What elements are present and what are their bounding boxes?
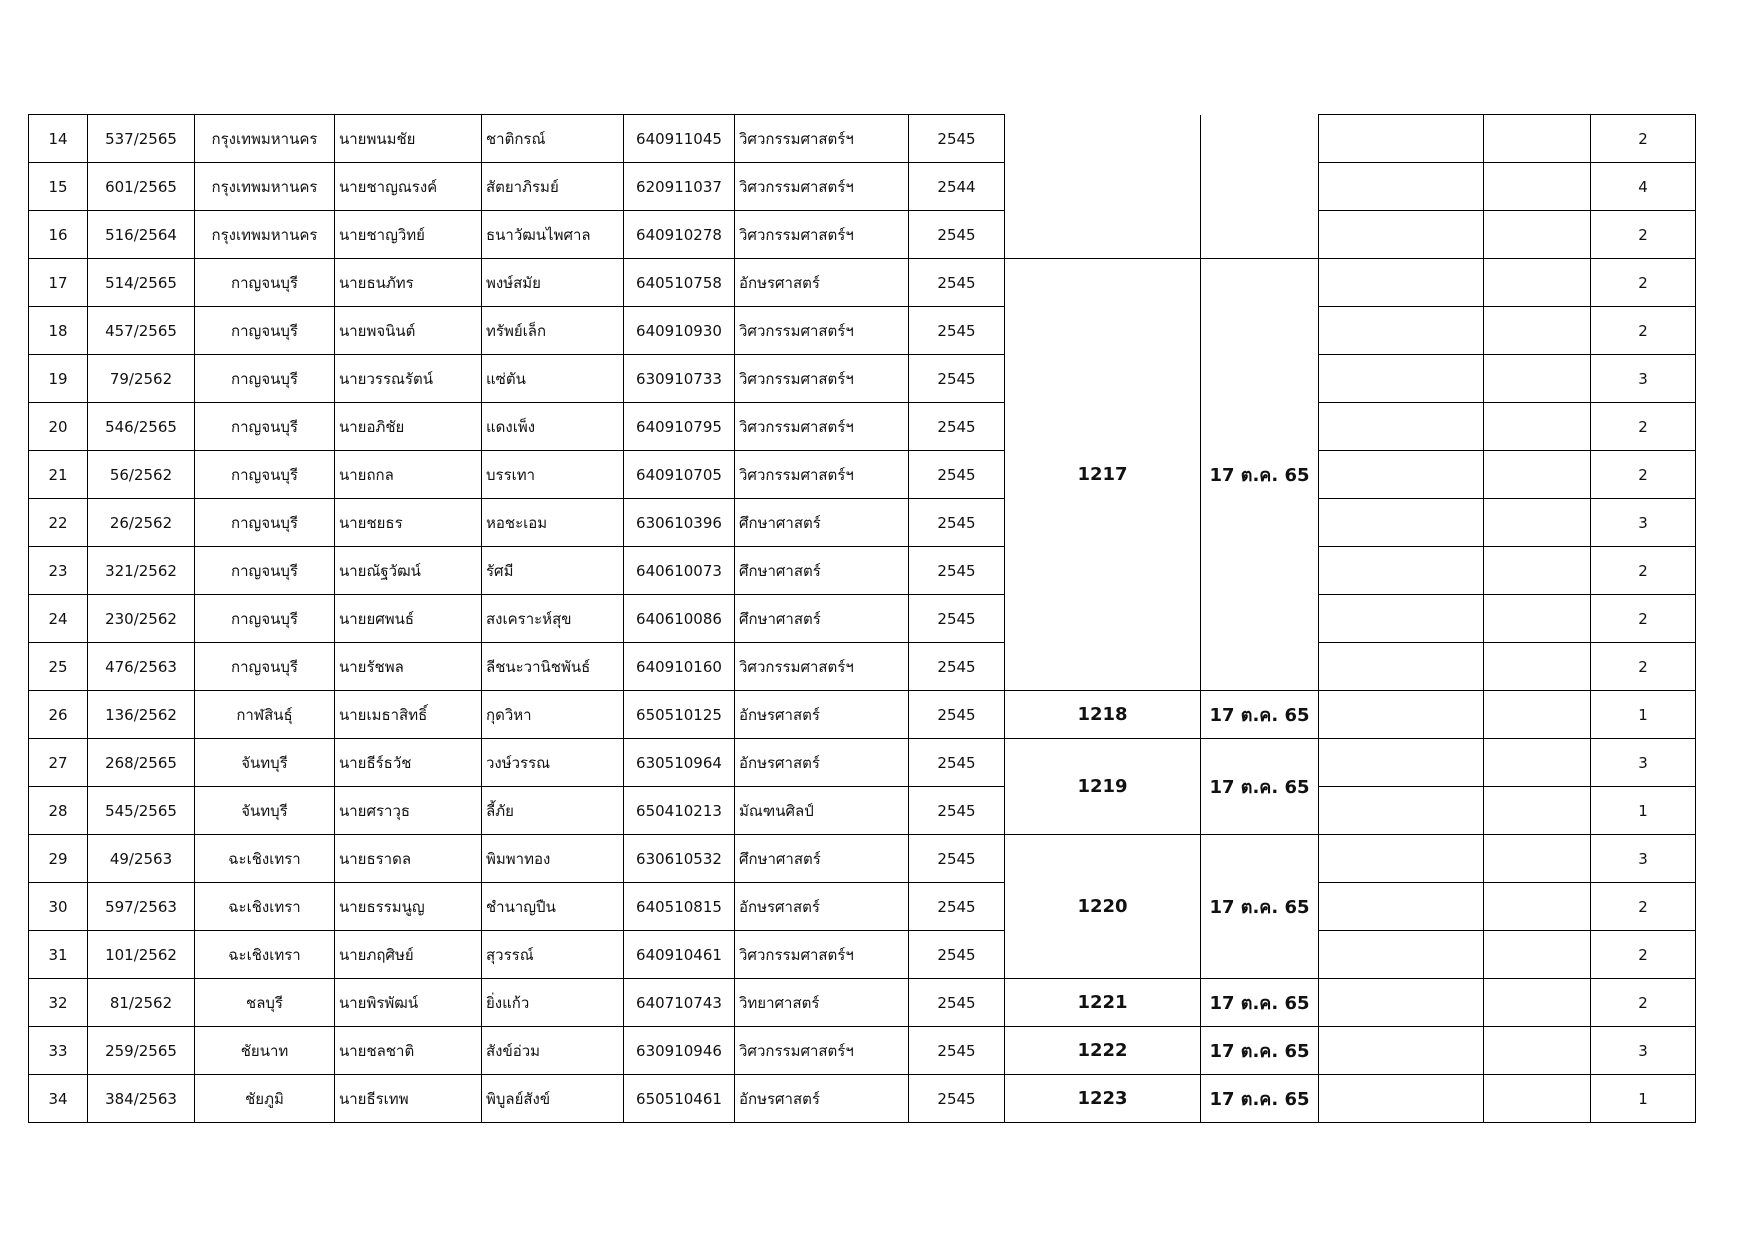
cell-ref: 56/2562 [88,451,195,499]
cell-province: ชัยภูมิ [195,1075,335,1123]
cell-student-id: 630610532 [624,835,735,883]
cell-blank-b [1484,163,1591,211]
cell-no: 25 [29,643,88,691]
cell-blank-b [1484,979,1591,1027]
cell-count: 2 [1591,883,1696,931]
table-row [29,1075,1696,1123]
cell-group-number: 1220 [1005,835,1201,979]
cell-ref: 537/2565 [88,115,195,163]
cell-last-name: ลีชนะวานิชพันธ์ [482,643,624,691]
cell-count: 2 [1591,115,1696,163]
cell-first-name: นายพิรพัฒน์ [335,979,482,1027]
cell-blank-a [1319,691,1484,739]
cell-birth-year: 2545 [909,835,1005,883]
cell-birth-year: 2545 [909,883,1005,931]
cell-blank-a [1319,643,1484,691]
cell-faculty: วิทยาศาสตร์ [735,979,909,1027]
cell-no: 23 [29,547,88,595]
cell-blank-a [1319,1075,1484,1123]
cell-blank-b [1484,499,1591,547]
cell-count: 2 [1591,259,1696,307]
cell-count: 2 [1591,403,1696,451]
cell-ref: 516/2564 [88,211,195,259]
cell-no: 34 [29,1075,88,1123]
cell-faculty: อักษรศาสตร์ [735,691,909,739]
cell-last-name: ลี้ภัย [482,787,624,835]
cell-ref: 268/2565 [88,739,195,787]
cell-first-name: นายธีร์ธวัช [335,739,482,787]
cell-group-date: 17 ต.ค. 65 [1201,835,1319,979]
cell-faculty: ศึกษาศาสตร์ [735,547,909,595]
cell-last-name: แซ่ตัน [482,355,624,403]
cell-ref: 384/2563 [88,1075,195,1123]
cell-province: กรุงเทพมหานคร [195,211,335,259]
cell-student-id: 640910795 [624,403,735,451]
cell-blank-b [1484,211,1591,259]
cell-no: 19 [29,355,88,403]
cell-student-id: 620911037 [624,163,735,211]
records-table [28,114,1696,1123]
cell-last-name: บรรเทา [482,451,624,499]
cell-student-id: 630610396 [624,499,735,547]
cell-birth-year: 2545 [909,115,1005,163]
cell-blank-b [1484,355,1591,403]
cell-count: 3 [1591,739,1696,787]
cell-blank-b [1484,451,1591,499]
cell-group-date: 17 ต.ค. 65 [1201,739,1319,835]
cell-birth-year: 2545 [909,1027,1005,1075]
cell-count: 3 [1591,835,1696,883]
cell-group-date: 17 ต.ค. 65 [1201,691,1319,739]
table-row [29,739,1696,787]
cell-last-name: ทรัพย์เล็ก [482,307,624,355]
cell-last-name: สุวรรณ์ [482,931,624,979]
cell-blank-a [1319,403,1484,451]
cell-blank-b [1484,403,1591,451]
cell-last-name: ชำนาญปืน [482,883,624,931]
cell-province: กาฬสินธุ์ [195,691,335,739]
cell-ref: 601/2565 [88,163,195,211]
cell-no: 21 [29,451,88,499]
cell-blank-a [1319,739,1484,787]
cell-no: 16 [29,211,88,259]
cell-count: 2 [1591,307,1696,355]
cell-faculty: วิศวกรรมศาสตร์ฯ [735,931,909,979]
cell-ref: 136/2562 [88,691,195,739]
cell-ref: 546/2565 [88,403,195,451]
table-row [29,931,1696,979]
cell-count: 3 [1591,355,1696,403]
cell-first-name: นายชยธร [335,499,482,547]
cell-faculty: ศึกษาศาสตร์ [735,499,909,547]
cell-province: กาญจนบุรี [195,259,335,307]
cell-province: ชลบุรี [195,979,335,1027]
cell-ref: 49/2563 [88,835,195,883]
cell-birth-year: 2545 [909,307,1005,355]
cell-blank-a [1319,595,1484,643]
cell-province: จันทบุรี [195,739,335,787]
cell-last-name: รัศมี [482,547,624,595]
cell-last-name: กุดวิหา [482,691,624,739]
cell-birth-year: 2545 [909,547,1005,595]
table-row [29,115,1696,163]
cell-count: 2 [1591,451,1696,499]
cell-faculty: อักษรศาสตร์ [735,739,909,787]
cell-group-date: 17 ต.ค. 65 [1201,1075,1319,1123]
cell-first-name: นายธีรเทพ [335,1075,482,1123]
cell-faculty: วิศวกรรมศาสตร์ฯ [735,643,909,691]
cell-first-name: นายชลชาติ [335,1027,482,1075]
cell-no: 28 [29,787,88,835]
cell-birth-year: 2545 [909,403,1005,451]
cell-blank-b [1484,643,1591,691]
table-row [29,835,1696,883]
cell-no: 27 [29,739,88,787]
cell-ref: 514/2565 [88,259,195,307]
cell-student-id: 640710743 [624,979,735,1027]
cell-birth-year: 2545 [909,211,1005,259]
cell-group-number: 1221 [1005,979,1201,1027]
cell-province: ชัยนาท [195,1027,335,1075]
cell-blank-a [1319,451,1484,499]
cell-blank-b [1484,115,1591,163]
cell-blank-b [1484,835,1591,883]
cell-faculty: ศึกษาศาสตร์ [735,835,909,883]
cell-ref: 101/2562 [88,931,195,979]
cell-faculty: อักษรศาสตร์ [735,259,909,307]
cell-student-id: 640510758 [624,259,735,307]
cell-last-name: ชาติกรณ์ [482,115,624,163]
cell-blank-a [1319,835,1484,883]
cell-student-id: 630910733 [624,355,735,403]
cell-first-name: นายณัฐวัฒน์ [335,547,482,595]
cell-last-name: สงเคราะห์สุข [482,595,624,643]
cell-no: 17 [29,259,88,307]
cell-birth-year: 2545 [909,259,1005,307]
cell-no: 32 [29,979,88,1027]
cell-first-name: นายธนภัทร [335,259,482,307]
cell-student-id: 640911045 [624,115,735,163]
cell-blank-a [1319,355,1484,403]
cell-ref: 26/2562 [88,499,195,547]
cell-birth-year: 2545 [909,355,1005,403]
cell-first-name: นายพจนินต์ [335,307,482,355]
cell-group-number: 1223 [1005,1075,1201,1123]
table-row [29,259,1696,307]
cell-student-id: 640610086 [624,595,735,643]
cell-count: 1 [1591,691,1696,739]
cell-ref: 259/2565 [88,1027,195,1075]
cell-province: กาญจนบุรี [195,547,335,595]
cell-faculty: อักษรศาสตร์ [735,1075,909,1123]
cell-blank-b [1484,787,1591,835]
cell-ref: 457/2565 [88,307,195,355]
table-row [29,1027,1696,1075]
table-row [29,355,1696,403]
cell-province: กรุงเทพมหานคร [195,163,335,211]
cell-province: กาญจนบุรี [195,307,335,355]
cell-no: 24 [29,595,88,643]
cell-faculty: วิศวกรรมศาสตร์ฯ [735,1027,909,1075]
cell-first-name: นายถกล [335,451,482,499]
cell-last-name: พิบูลย์สังข์ [482,1075,624,1123]
cell-birth-year: 2545 [909,979,1005,1027]
cell-blank-a [1319,115,1484,163]
cell-group-number: 1219 [1005,739,1201,835]
cell-last-name: สังข์อ่วม [482,1027,624,1075]
cell-province: จันทบุรี [195,787,335,835]
cell-blank-b [1484,739,1591,787]
cell-count: 3 [1591,1027,1696,1075]
cell-first-name: นายพนมชัย [335,115,482,163]
cell-last-name: ธนาวัฒนไพศาล [482,211,624,259]
cell-province: กาญจนบุรี [195,355,335,403]
cell-birth-year: 2545 [909,787,1005,835]
cell-faculty: วิศวกรรมศาสตร์ฯ [735,355,909,403]
cell-first-name: นายภฤศิษย์ [335,931,482,979]
cell-last-name: สัตยาภิรมย์ [482,163,624,211]
cell-birth-year: 2545 [909,691,1005,739]
table-row [29,163,1696,211]
cell-faculty: มัณฑนศิลป์ [735,787,909,835]
cell-no: 14 [29,115,88,163]
cell-ref: 545/2565 [88,787,195,835]
cell-student-id: 630510964 [624,739,735,787]
cell-blank-a [1319,211,1484,259]
cell-blank-a [1319,883,1484,931]
cell-last-name: วงษ์วรรณ [482,739,624,787]
table-row [29,451,1696,499]
cell-last-name: พงษ์สมัย [482,259,624,307]
table-row [29,499,1696,547]
cell-first-name: นายวรรณรัตน์ [335,355,482,403]
cell-no: 29 [29,835,88,883]
cell-province: กรุงเทพมหานคร [195,115,335,163]
cell-student-id: 630910946 [624,1027,735,1075]
cell-last-name: ยิ่งแก้ว [482,979,624,1027]
cell-student-id: 640910278 [624,211,735,259]
cell-student-id: 640510815 [624,883,735,931]
cell-blank-a [1319,787,1484,835]
cell-group-date: 17 ต.ค. 65 [1201,259,1319,691]
cell-ref: 476/2563 [88,643,195,691]
cell-no: 31 [29,931,88,979]
cell-province: ฉะเชิงเทรา [195,835,335,883]
cell-blank-b [1484,547,1591,595]
cell-province: กาญจนบุรี [195,595,335,643]
cell-blank-a [1319,931,1484,979]
cell-student-id: 650510461 [624,1075,735,1123]
cell-faculty: ศึกษาศาสตร์ [735,595,909,643]
cell-blank-b [1484,307,1591,355]
cell-count: 1 [1591,787,1696,835]
cell-province: กาญจนบุรี [195,451,335,499]
cell-first-name: นายรัชพล [335,643,482,691]
table-row [29,595,1696,643]
cell-ref: 81/2562 [88,979,195,1027]
cell-student-id: 650510125 [624,691,735,739]
cell-group-date [1201,115,1319,259]
table-row [29,403,1696,451]
cell-no: 26 [29,691,88,739]
cell-group-date: 17 ต.ค. 65 [1201,1027,1319,1075]
cell-blank-b [1484,691,1591,739]
cell-birth-year: 2545 [909,739,1005,787]
cell-no: 30 [29,883,88,931]
cell-no: 18 [29,307,88,355]
table-row [29,307,1696,355]
table-row [29,787,1696,835]
cell-first-name: นายยศพนธ์ [335,595,482,643]
cell-blank-a [1319,979,1484,1027]
cell-student-id: 640910705 [624,451,735,499]
cell-student-id: 650410213 [624,787,735,835]
cell-blank-b [1484,595,1591,643]
cell-birth-year: 2545 [909,643,1005,691]
cell-last-name: แดงเพ็ง [482,403,624,451]
cell-ref: 321/2562 [88,547,195,595]
cell-blank-a [1319,259,1484,307]
cell-birth-year: 2544 [909,163,1005,211]
cell-student-id: 640610073 [624,547,735,595]
cell-count: 4 [1591,163,1696,211]
cell-blank-a [1319,547,1484,595]
table-row [29,211,1696,259]
cell-faculty: วิศวกรรมศาสตร์ฯ [735,307,909,355]
table-row [29,883,1696,931]
cell-count: 2 [1591,547,1696,595]
cell-ref: 597/2563 [88,883,195,931]
cell-count: 2 [1591,979,1696,1027]
cell-first-name: นายเมธาสิทธิ์ [335,691,482,739]
cell-birth-year: 2545 [909,499,1005,547]
cell-faculty: วิศวกรรมศาสตร์ฯ [735,163,909,211]
cell-province: ฉะเชิงเทรา [195,931,335,979]
cell-birth-year: 2545 [909,451,1005,499]
cell-no: 33 [29,1027,88,1075]
cell-student-id: 640910461 [624,931,735,979]
cell-group-number: 1222 [1005,1027,1201,1075]
cell-count: 3 [1591,499,1696,547]
cell-no: 20 [29,403,88,451]
cell-birth-year: 2545 [909,1075,1005,1123]
table-row [29,547,1696,595]
cell-count: 1 [1591,1075,1696,1123]
cell-faculty: วิศวกรรมศาสตร์ฯ [735,451,909,499]
cell-count: 2 [1591,643,1696,691]
cell-blank-a [1319,499,1484,547]
cell-ref: 79/2562 [88,355,195,403]
cell-blank-b [1484,1075,1591,1123]
cell-blank-a [1319,1027,1484,1075]
cell-first-name: นายธรรมนูญ [335,883,482,931]
cell-count: 2 [1591,595,1696,643]
cell-ref: 230/2562 [88,595,195,643]
cell-blank-a [1319,163,1484,211]
cell-faculty: วิศวกรรมศาสตร์ฯ [735,403,909,451]
cell-faculty: วิศวกรรมศาสตร์ฯ [735,115,909,163]
cell-first-name: นายชาญณรงค์ [335,163,482,211]
cell-student-id: 640910930 [624,307,735,355]
records-table-body [29,115,1696,1123]
cell-birth-year: 2545 [909,595,1005,643]
cell-faculty: อักษรศาสตร์ [735,883,909,931]
cell-province: ฉะเชิงเทรา [195,883,335,931]
cell-last-name: พิมพาทอง [482,835,624,883]
cell-first-name: นายธราดล [335,835,482,883]
cell-first-name: นายอภิชัย [335,403,482,451]
cell-no: 15 [29,163,88,211]
cell-group-date: 17 ต.ค. 65 [1201,979,1319,1027]
cell-province: กาญจนบุรี [195,403,335,451]
cell-first-name: นายชาญวิทย์ [335,211,482,259]
cell-blank-b [1484,931,1591,979]
cell-group-number: 1217 [1005,259,1201,691]
cell-group-number [1005,115,1201,259]
cell-province: กาญจนบุรี [195,643,335,691]
cell-birth-year: 2545 [909,931,1005,979]
table-row [29,691,1696,739]
cell-first-name: นายศราวุธ [335,787,482,835]
cell-student-id: 640910160 [624,643,735,691]
cell-blank-b [1484,883,1591,931]
cell-count: 2 [1591,931,1696,979]
cell-last-name: หอชะเอม [482,499,624,547]
cell-blank-a [1319,307,1484,355]
cell-count: 2 [1591,211,1696,259]
cell-province: กาญจนบุรี [195,499,335,547]
cell-blank-b [1484,1027,1591,1075]
table-row [29,979,1696,1027]
cell-faculty: วิศวกรรมศาสตร์ฯ [735,211,909,259]
table-row [29,643,1696,691]
cell-group-number: 1218 [1005,691,1201,739]
cell-blank-b [1484,259,1591,307]
cell-no: 22 [29,499,88,547]
